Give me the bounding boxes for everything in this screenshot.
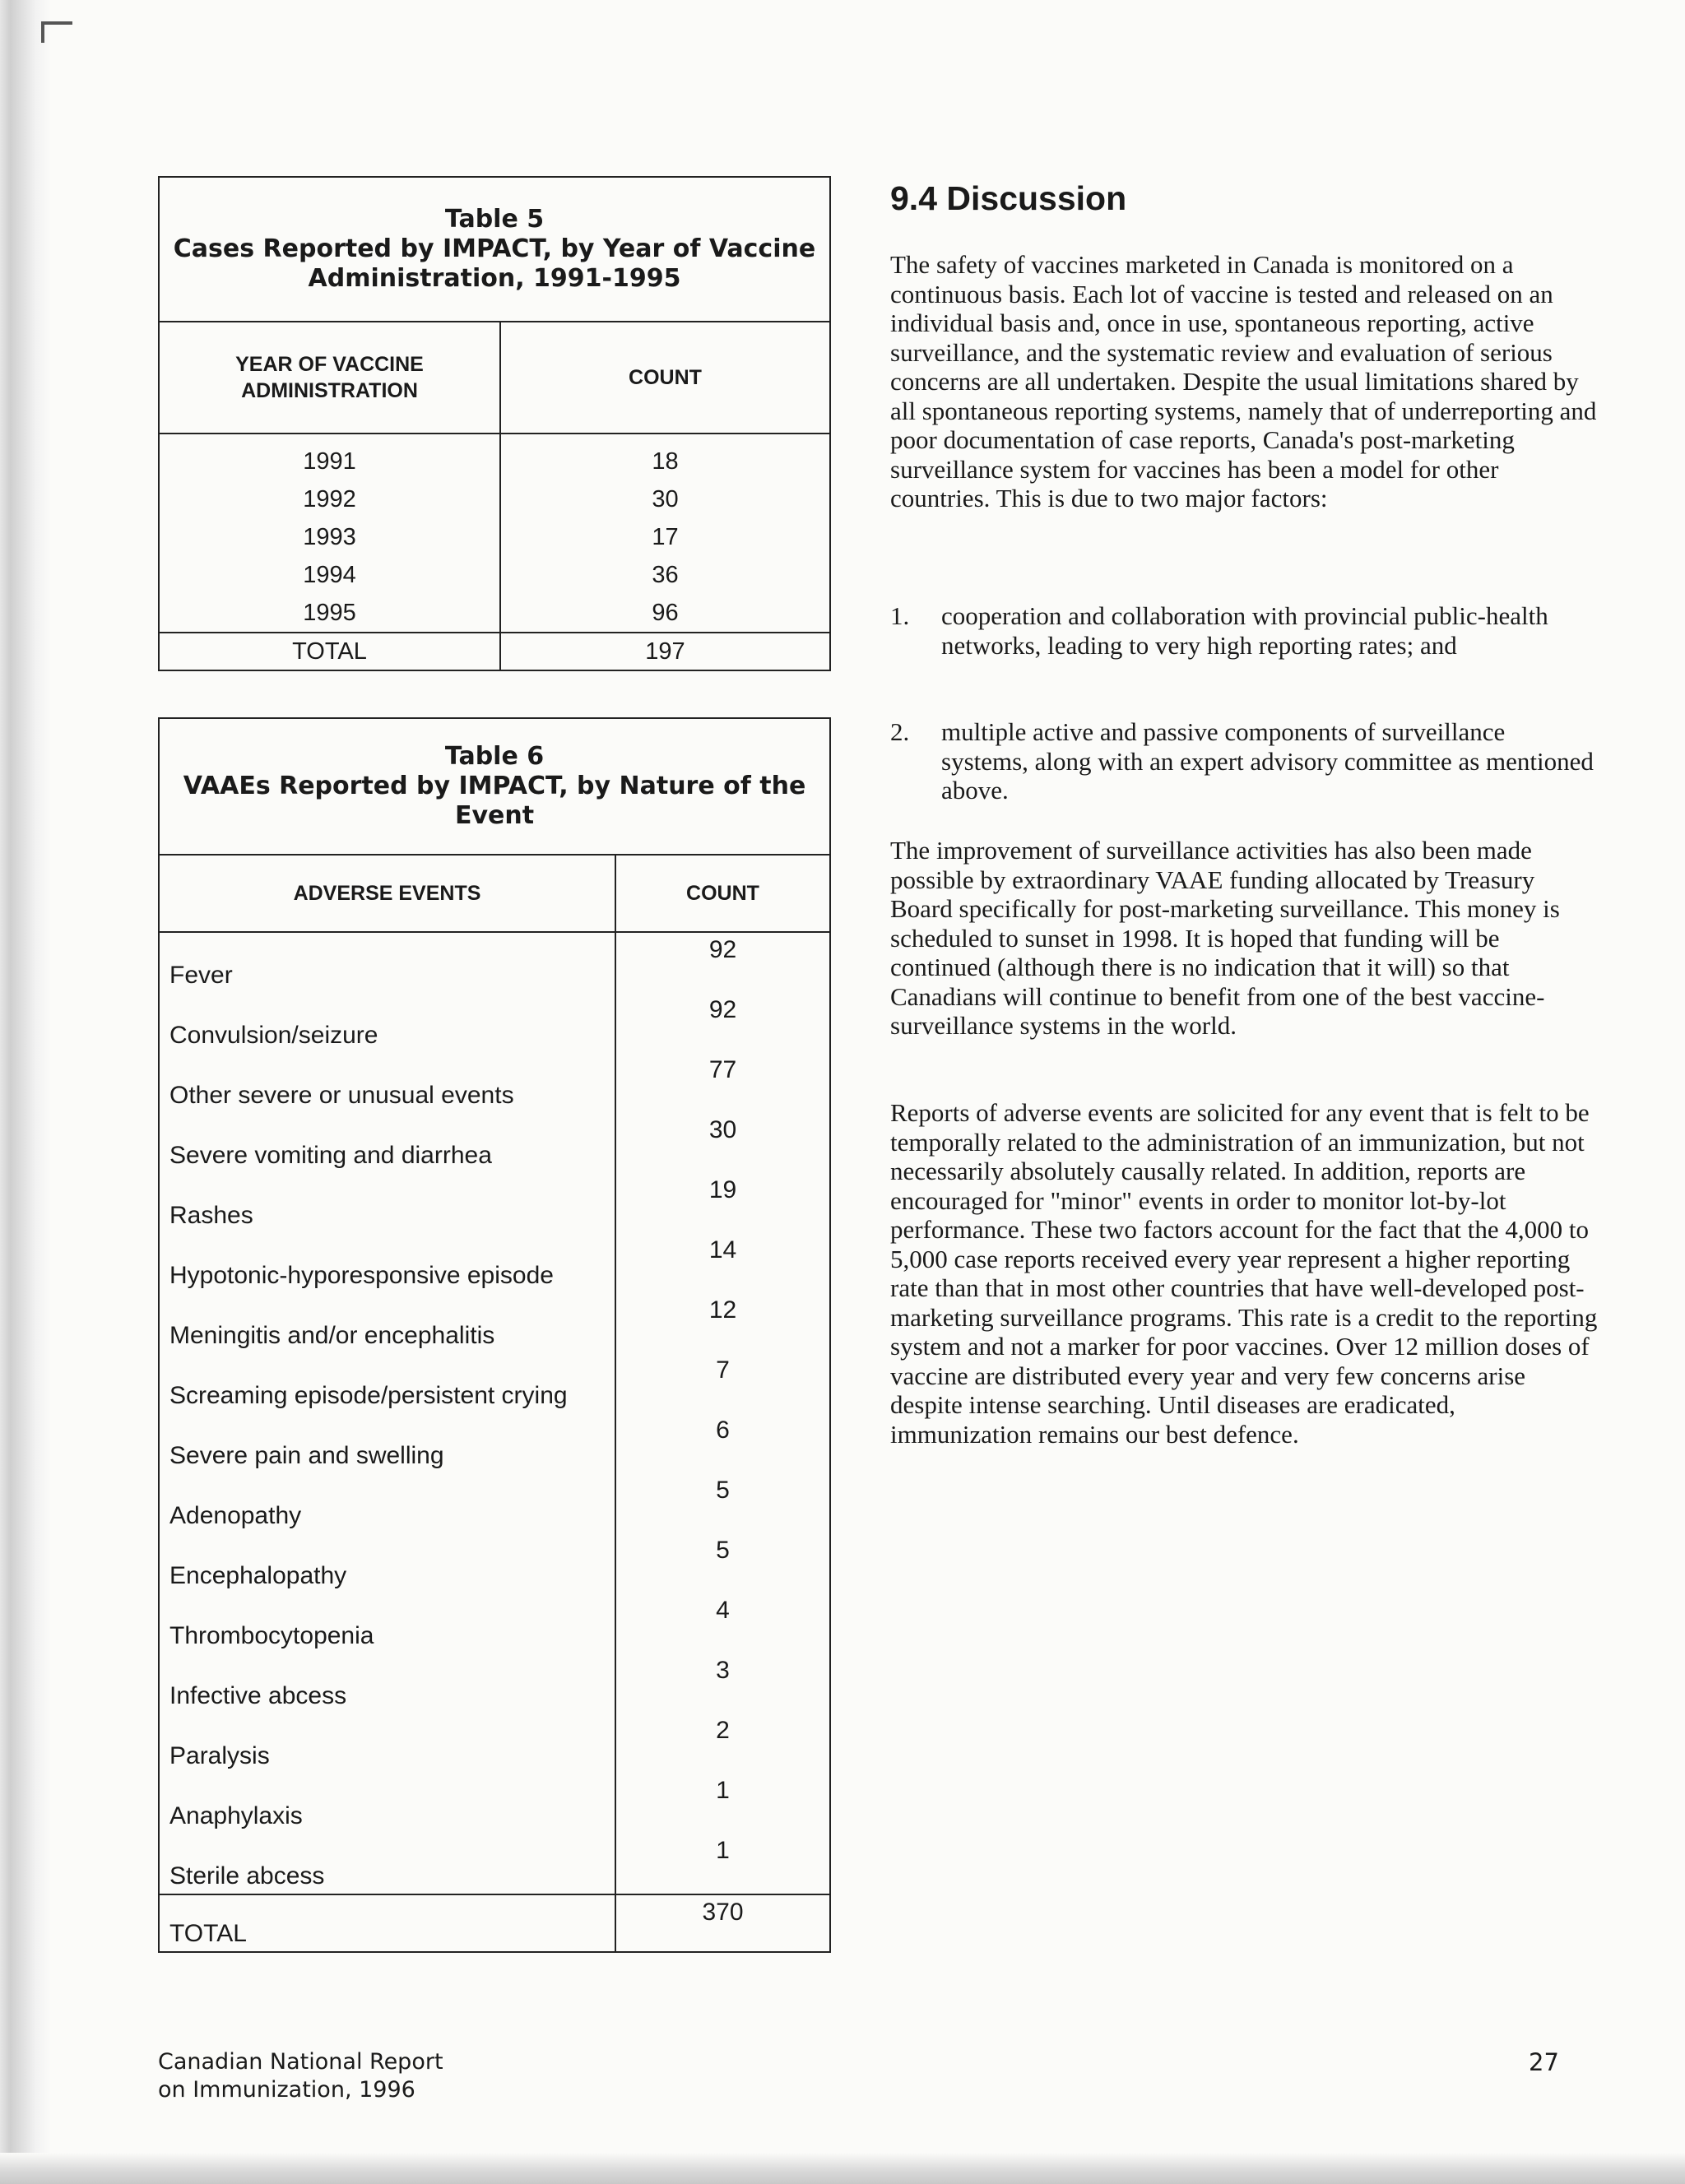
table-5-count-cell: 30 [652,485,679,512]
scan-edge-bottom [0,2153,1685,2184]
table-row [159,1713,830,1774]
table-6-event-cell: Rashes [159,1173,615,1233]
table-6-count-cell: 3 [716,1657,730,1684]
table-5-year-cell: 1995 [159,594,500,633]
scan-edge-left [0,0,51,2184]
table-6-title-line2: Event [454,801,535,830]
table-row [159,556,830,594]
table-row [159,518,830,556]
table-6-count-cell: 92 [708,936,737,963]
table-row [159,1233,830,1293]
table-6-count-cell: 19 [708,1176,737,1203]
table-5-count-cell: 36 [652,561,679,588]
table-5-caption [159,177,830,322]
table-6-event-cell: Convulsion/seizure [159,993,615,1053]
table-5-year-cell: 1991 [159,434,500,480]
footer-publication-line2: on Immunization, 1996 [158,2077,415,2103]
table-6-title-line1: VAAEs Reported by IMPACT, by Nature of the [183,772,806,800]
list-item-text: multiple active and passive components of surveillance systems, along with an expert advisory committee as mentioned above. [941,717,1594,805]
table-6-event-cell: Fever [159,932,615,993]
table-row [159,1593,830,1653]
table-row [159,993,830,1053]
table-5 [158,176,831,671]
table-5-count-cell: 17 [652,523,679,550]
table-6-count-cell: 1 [716,1777,730,1804]
table-row [159,1533,830,1593]
table-6-count-header: COUNT [615,855,830,932]
table-5-year-cell: 1994 [159,556,500,594]
discussion-paragraph-1: The safety of vaccines marketed in Canada is monitored on a continuous basis. Each lot of vaccine is tested and released on an individual basis and, once in use, spontaneous reporting, active surveillance, and the systematic review and evaluation of serious concerns are all undertaken. Despite the usual limitations shared by all spontaneous reporting systems, namely that of underreporting and poor documentation of case reports, Canada's post-marketing surveillance system for vaccines has been a model for other countries. This is due to two major factors: [890,250,1597,512]
table-row [159,1293,830,1353]
table-6-event-cell: Infective abcess [159,1653,615,1713]
table-6-number: Table 6 [444,742,545,771]
table-6-event-cell: Hypotonic-hyporesponsive episode [159,1233,615,1293]
table-6-event-cell: Screaming episode/persistent crying [159,1353,615,1413]
table-row [159,480,830,518]
table-row [159,1113,830,1173]
table-6-event-cell: Meningitis and/or encephalitis [159,1293,615,1353]
table-row [159,1413,830,1473]
table-6-count-cell: 30 [708,1116,737,1143]
list-item-text: cooperation and collaboration with provincial public-health networks, leading to very high reporting rates; and [941,601,1548,660]
table-6-event-cell: Anaphylaxis [159,1774,615,1834]
list-item-number: 1. [890,601,910,630]
footer-publication-line1: Canadian National Report [158,2049,443,2075]
table-6-event-cell: Sterile abcess [159,1834,615,1894]
table-row [159,1774,830,1834]
table-6-event-cell: Adenopathy [159,1473,615,1533]
table-6-event-cell: Paralysis [159,1713,615,1774]
table-row [159,594,830,633]
table-6-event-cell: Encephalopathy [159,1533,615,1593]
table-row [159,1653,830,1713]
discussion-paragraph-3: Reports of adverse events are solicited for any event that is felt to be temporally related to the administration of an immunization, but not necessarily absolutely causally related. In addition, reports are encouraged for "minor" events in order to monitor lot-by-lot performance. These two factors account for the fact that the 4,000 to 5,000 case reports received every year represent a higher reporting rate than that in most other countries that have well-developed post-marketing surveillance programs. This rate is a credit to the reporting system and not a marker for poor vaccines. Over 12 million doses of vaccine are distributed every year and very few concerns arise despite intense searching. Until diseases are eradicated, immunization remains our best defence. [890,1098,1598,1449]
table-row [159,1053,830,1113]
table-row [159,434,830,480]
table-5-title-line1: Cases Reported by IMPACT, by Year of Vaccine [173,234,816,263]
table-5-count-header: COUNT [500,322,830,434]
table-5-total-row [159,633,830,670]
table-5-year-cell: 1993 [159,518,500,556]
discussion-paragraph-2: The improvement of surveillance activities has also been made possible by extraordinary VAAE funding allocated by Treasury Board specifically for post-marketing surveillance. This money is scheduled to sunset in 1998. It is hoped that funding will be continued (although there is no indication that it will) so that Canadians will continue to benefit from one of the best vaccine-surveillance systems in the world. [890,836,1560,1040]
table-row [159,1173,830,1233]
numbered-list-item [890,717,1598,805]
table-6-event-cell: Severe vomiting and diarrhea [159,1113,615,1173]
table-6-caption [159,718,830,855]
table-5-year-header-line1: YEAR OF VACCINE [235,353,424,376]
table-5-year-cell: 1992 [159,480,500,518]
table-6-count-cell: 5 [716,1537,730,1564]
table-5-count-cell: 96 [500,594,830,633]
table-row [159,1834,830,1894]
table-6-count-cell: 4 [716,1597,730,1624]
table-5-total-label: TOTAL [159,633,500,670]
table-6-count-cell: 92 [708,996,737,1023]
table-6-count-cell: 5 [716,1477,730,1504]
table-6-event-cell: Thrombocytopenia [159,1593,615,1653]
table-5-count-cell: 18 [652,447,679,475]
table-row [159,1473,830,1533]
table-row [159,932,830,993]
table-5-year-header-line2: ADMINISTRATION [241,379,418,402]
table-5-total-value: 197 [645,638,685,665]
table-6-events-header: ADVERSE EVENTS [159,855,615,932]
footer-publication [158,2048,443,2104]
table-6-count-cell: 77 [708,1056,737,1083]
table-6-count-cell: 2 [716,1717,730,1744]
table-6-total-value: 370 [615,1894,830,1952]
list-item-number: 2. [890,717,910,746]
table-6-total-label: TOTAL [159,1894,615,1952]
table-6-total-row [159,1894,830,1952]
table-6-count-cell: 6 [716,1417,730,1444]
page-number: 27 [1529,2048,1559,2076]
table-6-count-cell: 12 [708,1296,737,1324]
numbered-list-item [890,601,1598,660]
section-heading: 9.4 Discussion [890,179,1127,217]
table-6 [158,717,831,1953]
table-row [159,1353,830,1413]
table-6-event-cell: Other severe or unusual events [159,1053,615,1113]
scan-corner-mark [41,21,72,43]
table-6-count-cell: 14 [708,1236,737,1264]
table-6-event-cell: Severe pain and swelling [159,1413,615,1473]
table-5-number: Table 5 [444,205,545,234]
table-6-count-cell: 7 [716,1356,730,1384]
table-5-title-line2: Administration, 1991-1995 [308,264,681,293]
table-6-count-cell: 1 [716,1837,730,1864]
table-5-year-header [159,322,500,434]
